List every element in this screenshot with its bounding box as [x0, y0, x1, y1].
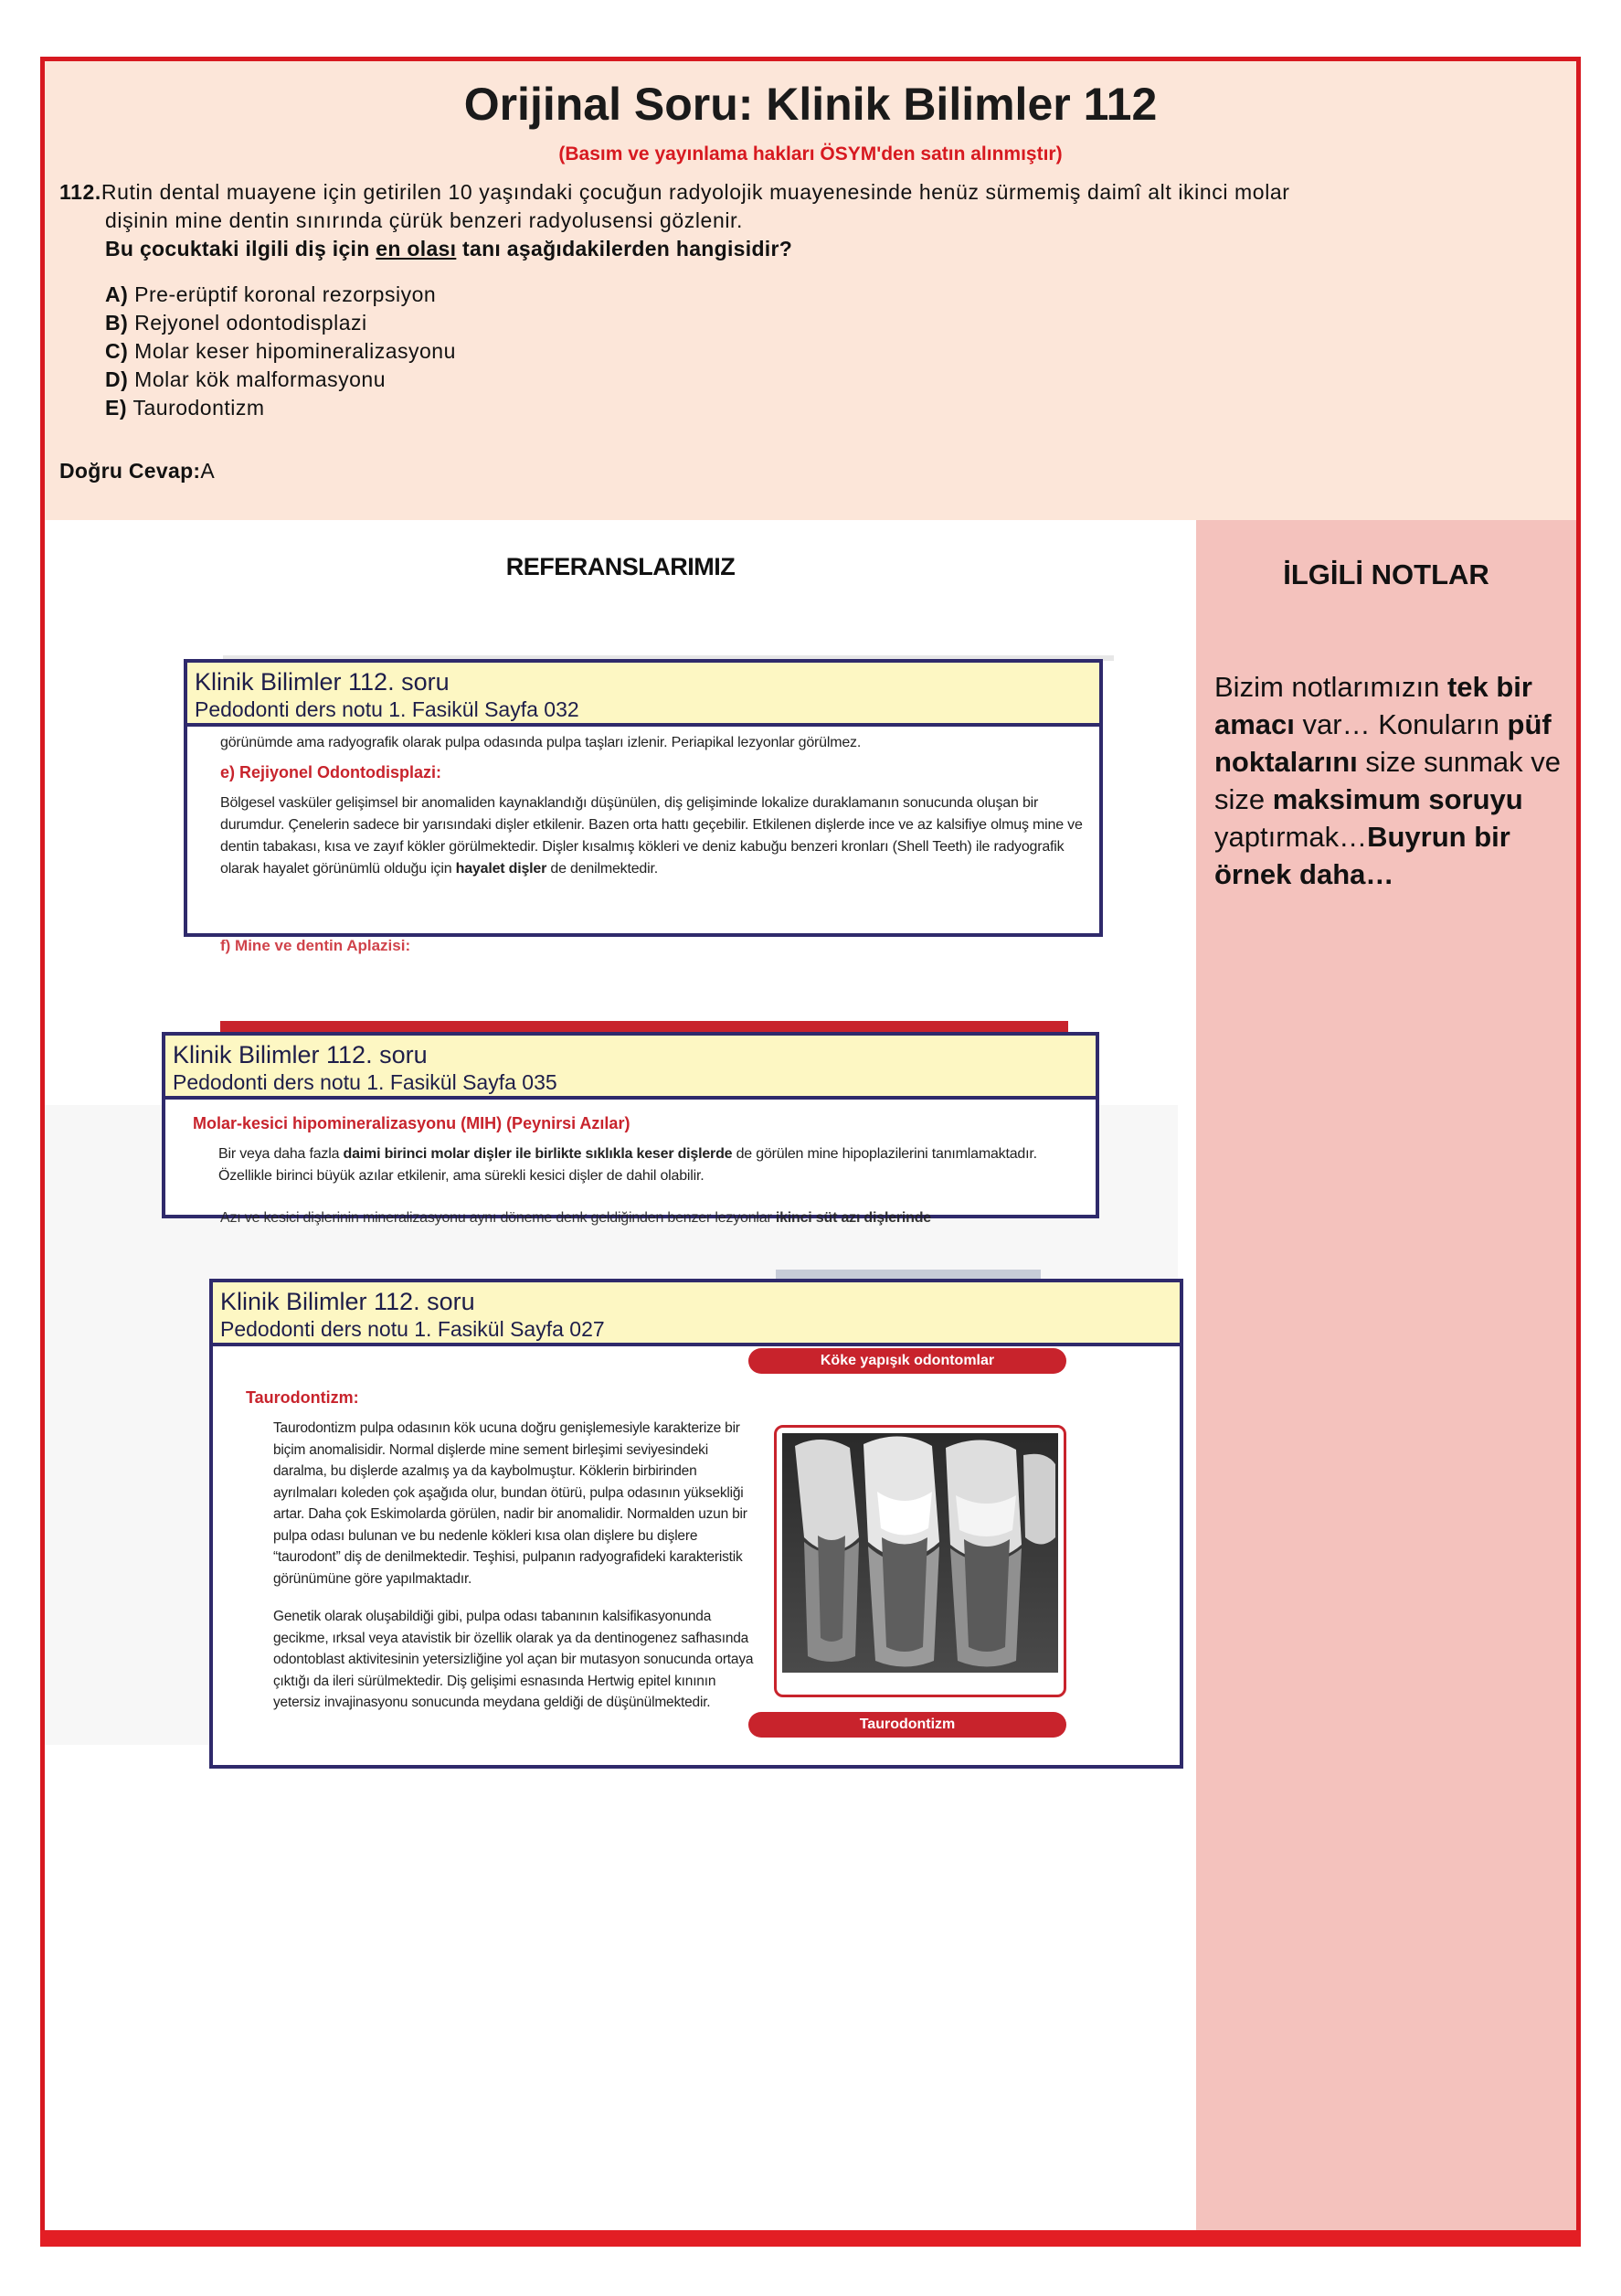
option-letter: B)	[105, 311, 129, 335]
body-end: de görülen mine hipoplazilerini tanımlamaktadır. Özellikle birinci büyük azılar etkilenir, ama sürekli kesici dişler de dahil olabilir.	[218, 1146, 1037, 1184]
option-letter: E)	[105, 396, 127, 420]
body-part: Bölgesel vasküler gelişimsel bir anomaliden kaynaklandığı düşünülen, diş gelişiminde lokalize duraklamanın sonucunda oluşan bir durumdur. Çenelerin sadece bir yarısındaki dişler etkilenir. Bazen orta hattı geçebilir. Etkilenen dişlerde ince ve az kalsifiye olmuş mine ve dentin tabakası, kısa ve zayıf kökler görülmektedir. Dişler kısalmış kökleri ve deniz kabuğu benzeri kronları (Shell Teeth) ile radyografik olarak hayalet görünümlü olduğu için	[220, 795, 1083, 877]
card-title: Klinik Bilimler 112. soru	[195, 668, 450, 696]
prompt-start: Bu çocuktaki ilgili diş için	[105, 237, 376, 260]
card-title: Klinik Bilimler 112. soru	[220, 1288, 475, 1315]
next-section-title: f) Mine ve dentin Aplazisi:	[220, 937, 411, 954]
prompt-underlined: en olası	[376, 237, 457, 260]
top-image-caption: Köke yapışık odontomlar	[748, 1348, 1066, 1374]
option-text: Molar kök malformasyonu	[134, 367, 386, 391]
option-text: Rejyonel odontodisplazi	[134, 311, 367, 335]
card-body-para-2: Genetik olarak oluşabildiği gibi, pulpa odası tabanının kalsifikasyonunda gecikme, ırksal veya atavistik bir özellik olarak ya da dentinogenez safhasında odontoblast aktivitesinin yetersizliğine yol açan bir mutasyon sonucunda ortaya çıktığı da ileri sürülmektedir. Diş gelişimi esnasında Hertwig epitel kınının yetersiz invajinasyonu sonucunda meydana geldiği de düşünülmektedir.	[273, 1609, 754, 1710]
answer-value: A	[200, 459, 216, 483]
option-text: Pre-erüptif koronal rezorpsiyon	[134, 282, 437, 306]
notes-part: size sunmak ve size	[1214, 746, 1562, 815]
question-line-2: dişinin mine dentin sınırında çürük benzeri radyolusensi gözlenir.	[105, 208, 744, 232]
card-lead-text: görünümde ama radyografik olarak pulpa odasında pulpa taşları izlenir. Periapikal lezyonlar görülmez.	[220, 735, 862, 750]
card-title: Klinik Bilimler 112. soru	[173, 1041, 428, 1068]
page-title: Orijinal Soru: Klinik Bilimler 112	[463, 79, 1158, 130]
card-source: Pedodonti ders notu 1. Fasikül Sayfa 027	[220, 1317, 605, 1341]
body-part: Bir veya daha fazla	[218, 1146, 344, 1162]
prompt-end: tanı aşağıdakilerden hangisidir?	[456, 237, 793, 260]
option-letter: C)	[105, 339, 129, 363]
bottom-red-bar	[40, 2230, 1581, 2247]
body-bold: daimi birinci molar dişler ile birlikte sıklıkla keser dişlerde	[343, 1146, 733, 1162]
notes-bold: tek bir amacı	[1214, 671, 1532, 740]
body-bold: hayalet dişler	[455, 861, 547, 877]
body-end: de denilmektedir.	[546, 861, 658, 877]
card-section-title: e) Rejiyonel Odontodisplazi:	[220, 763, 442, 781]
notes-bold: maksimum soruyu	[1272, 783, 1523, 815]
notes-bold: püf noktalarını	[1214, 708, 1552, 778]
answer-label: Doğru Cevap:	[59, 459, 201, 483]
notes-part: var… Konuların	[1294, 708, 1508, 740]
references-heading: REFERANSLARIMIZ	[505, 553, 736, 580]
notes-part: Bizim notlarımızın	[1214, 671, 1447, 703]
image-caption: Taurodontizm	[748, 1712, 1066, 1738]
notes-part: yaptırmak…	[1214, 821, 1368, 853]
notes-bold: Buyrun bir örnek daha…	[1214, 821, 1510, 890]
copyright-notice: (Basım ve yayınlama hakları ÖSYM'den satın alınmıştır)	[558, 144, 1063, 165]
option-letter: D)	[105, 367, 129, 391]
notes-heading: İLGİLİ NOTLAR	[1283, 558, 1489, 590]
question-number: 112.	[59, 180, 101, 204]
question-line-1: Rutin dental muayene için getirilen 10 yaşındaki çocuğun radyolojik muayenesinde henüz sürmemiş daimî alt ikinci molar	[101, 180, 1290, 204]
card-section-title: Taurodontizm:	[246, 1388, 359, 1407]
option-text: Molar keser hipomineralizasyonu	[134, 339, 456, 363]
card-source: Pedodonti ders notu 1. Fasikül Sayfa 035	[173, 1070, 557, 1094]
option-text: Taurodontizm	[132, 396, 265, 420]
trailing-bold: ikinci süt azı dişlerinde	[775, 1210, 932, 1226]
card-source: Pedodonti ders notu 1. Fasikül Sayfa 032	[195, 697, 579, 721]
page-frame	[40, 57, 1581, 2247]
trailing-part: Azı ve kesici dişlerinin mineralizasyonu aynı döneme denk geldiğinden benzer lezyonlar	[220, 1210, 776, 1226]
card-section-title: Molar-kesici hipomineralizasyonu (MIH) (Peynirsi Azılar)	[193, 1114, 630, 1132]
card-body-para-1: Taurodontizm pulpa odasının kök ucuna doğru genişlemesiyle karakterize bir biçim anomalisidir. Normal dişlerde mine sement birleşimi seviyesindeki daralma, bu dişlerde azalmış ya da kaybolmuştur. Köklerin birbirinden ayrılmaları koleden çok aşağıda olur, bundan ötürü, pulpa odasının yüksekliği artar. Daha çok Eskimolarda görülen, nadir bir anomalidir. Normalden uzun bir pulpa odası bulunan ve bu nedenle kökleri kısa olan dişlere bu dişlere “taurodont” diş de denilmektedir. Teşhisi, pulpanın radyografideki karakteristik görünümüne göre yapılmaktadır.	[273, 1420, 747, 1587]
option-letter: A)	[105, 282, 129, 306]
